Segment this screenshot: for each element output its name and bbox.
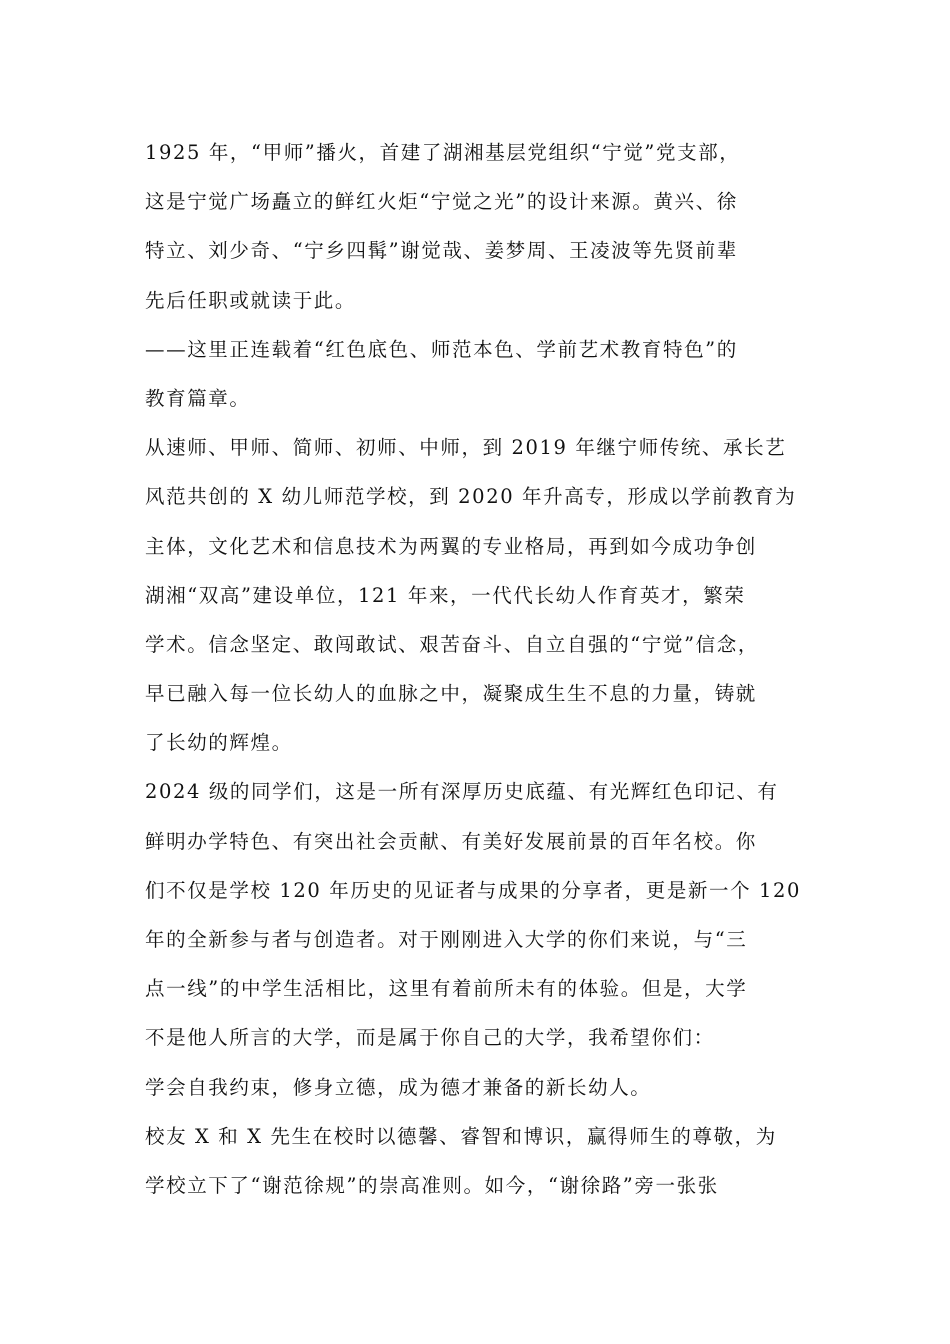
text-line: ——这里正连载着“红色底色、师范本色、学前艺术教育特色”的 [145, 337, 738, 361]
text-line: 教育篇章。 [145, 386, 251, 410]
text-line: 先后任职或就读于此。 [145, 288, 357, 312]
text-line: 学校立下了“谢范徐规”的崇高准则。如今，“谢徐路”旁一张张 [145, 1173, 719, 1197]
text-line: 2024 级的同学们，这是一所有深厚历史底蕴、有光辉红色印记、有 [145, 780, 779, 804]
text-line: 校友 X 和 X 先生在校时以德馨、睿智和博识，赢得师生的尊敬，为 [145, 1124, 777, 1148]
text-line: 早已融入每一位长幼人的血脉之中，凝聚成生生不息的力量，铸就 [145, 682, 757, 706]
text-line: 从速师、甲师、简师、初师、中师，到 2019 年继宁师传统、承长艺 [145, 436, 787, 460]
text-line: 不是他人所言的大学，而是属于你自己的大学，我希望你们： [145, 1026, 715, 1050]
text-line: 风范共创的 X 幼儿师范学校，到 2020 年升高专，形成以学前教育为 [145, 485, 797, 509]
text-line: 鲜明办学特色、有突出社会贡献、有美好发展前景的百年名校。你 [145, 829, 757, 853]
text-line: 点一线”的中学生活相比，这里有着前所未有的体验。但是，大学 [145, 977, 748, 1001]
text-line: 这是宁觉广场矗立的鲜红火炬“宁觉之光”的设计来源。黄兴、徐 [145, 190, 738, 214]
document-body [145, 128, 815, 1210]
text-line: 特立、刘少奇、“宁乡四髯”谢觉哉、姜梦周、王凌波等先贤前辈 [145, 239, 738, 263]
text-line: 年的全新参与者与创造者。对于刚刚进入大学的你们来说，与“三 [145, 928, 748, 951]
text-line: 1925 年，“甲师”播火，首建了湖湘基层党组织“宁觉”党支部， [145, 141, 741, 164]
text-line: 学会自我约束，修身立德，成为德才兼备的新长幼人。 [145, 1075, 652, 1099]
text-line: 了长幼的辉煌。 [145, 731, 293, 755]
text-line: 们不仅是学校 120 年历史的见证者与成果的分享者，更是新一个 120 [145, 878, 802, 902]
text-line: 湖湘“双高”建设单位，121 年来，一代代长幼人作育英才，繁荣 [145, 583, 746, 607]
text-line: 学术。信念坚定、敢闯敢试、艰苦奋斗、自立自强的“宁觉”信念， [145, 632, 759, 656]
text-line: 主体，文化艺术和信息技术为两翼的专业格局，再到如今成功争创 [145, 534, 757, 558]
